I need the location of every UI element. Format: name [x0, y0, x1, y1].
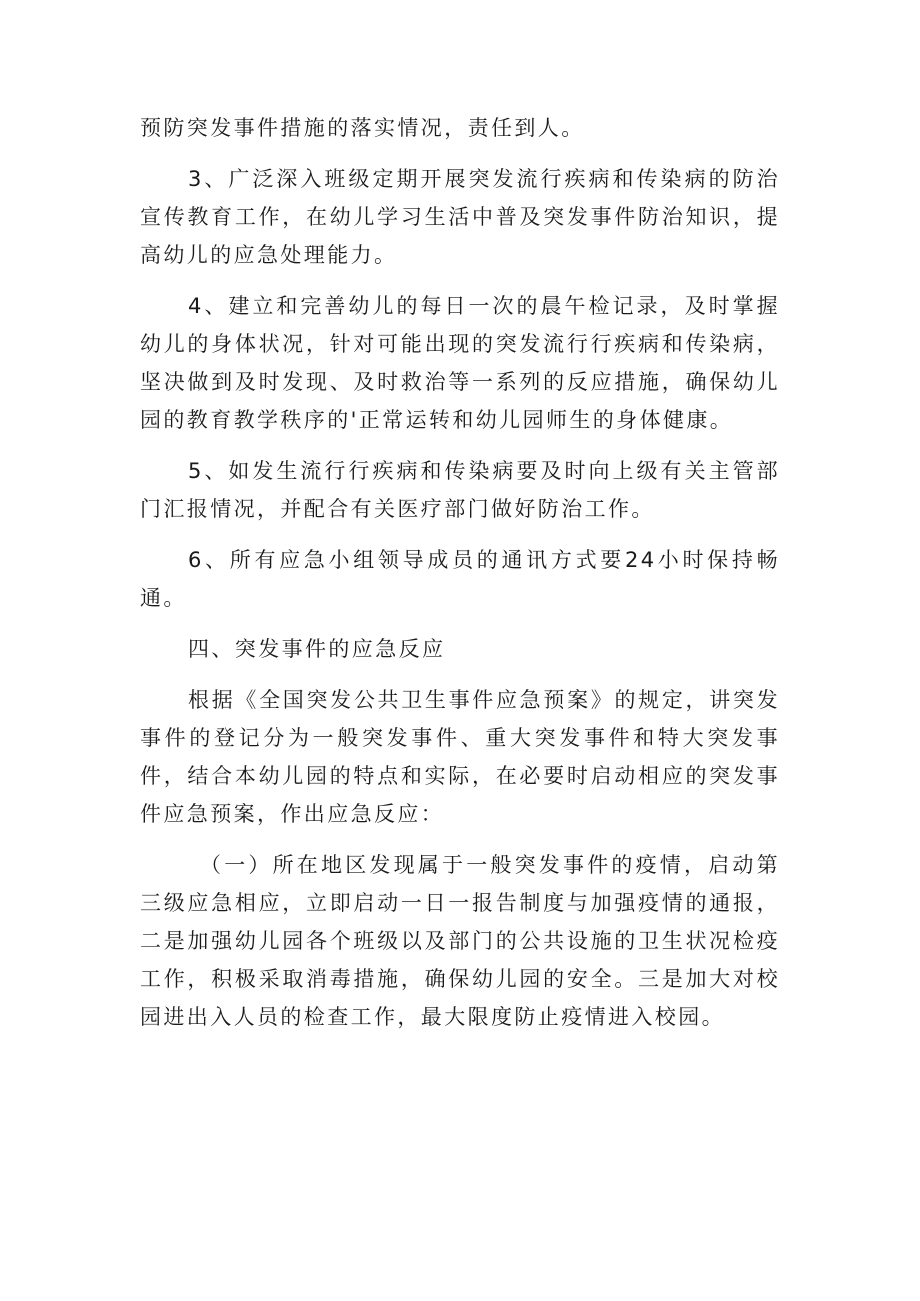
paragraph-item-5: 5、如发生流行行疾病和传染病要及时向上级有关主管部门汇报情况，并配合有关医疗部门做好防治工作。	[140, 459, 780, 521]
section-heading-4: 四、突发事件的应急反应	[188, 637, 446, 661]
paragraph-item-6: 6、所有应急小组领导成员的通讯方式要24小时保持畅通。	[140, 548, 780, 610]
paragraph-item-3: 3、广泛深入班级定期开展突发流行疾病和传染病的防治宣传教育工作，在幼儿学习生活中普及突发事件防治知识，提高幼儿的应急处理能力。	[140, 167, 780, 267]
paragraph-subitem-1: （一）所在地区发现属于一般突发事件的疫情，启动第三级应急相应，立即启动一日一报告制度与加强疫情的通报，二是加强幼儿园各个班级以及部门的公共设施的卫生状况检疫工作，积极采取消毒措施，确保幼儿园的安全。三是加大对校园进出入人员的检查工作，最大限度防止疫情进入校园。	[140, 853, 780, 1029]
paragraph-continuation: 预防突发事件措施的落实情况，责任到人。	[140, 116, 585, 140]
paragraph-item-4: 4、建立和完善幼儿的每日一次的晨午检记录，及时掌握幼儿的身体状况，针对可能出现的突发流行行疾病和传染病，坚决做到及时发现、及时救治等一系列的反应措施，确保幼儿园的教育教学秩序的'正常运转和幼儿园师生的身体健康。	[140, 294, 780, 432]
document-page	[140, 109, 780, 1049]
paragraph-emergency-plan: 根据《全国突发公共卫生事件应急预案》的规定，讲突发事件的登记分为一般突发事件、重大突发事件和特大突发事件，结合本幼儿园的特点和实际，在必要时启动相应的突发事件应急预案，作出应急反应：	[140, 688, 780, 826]
